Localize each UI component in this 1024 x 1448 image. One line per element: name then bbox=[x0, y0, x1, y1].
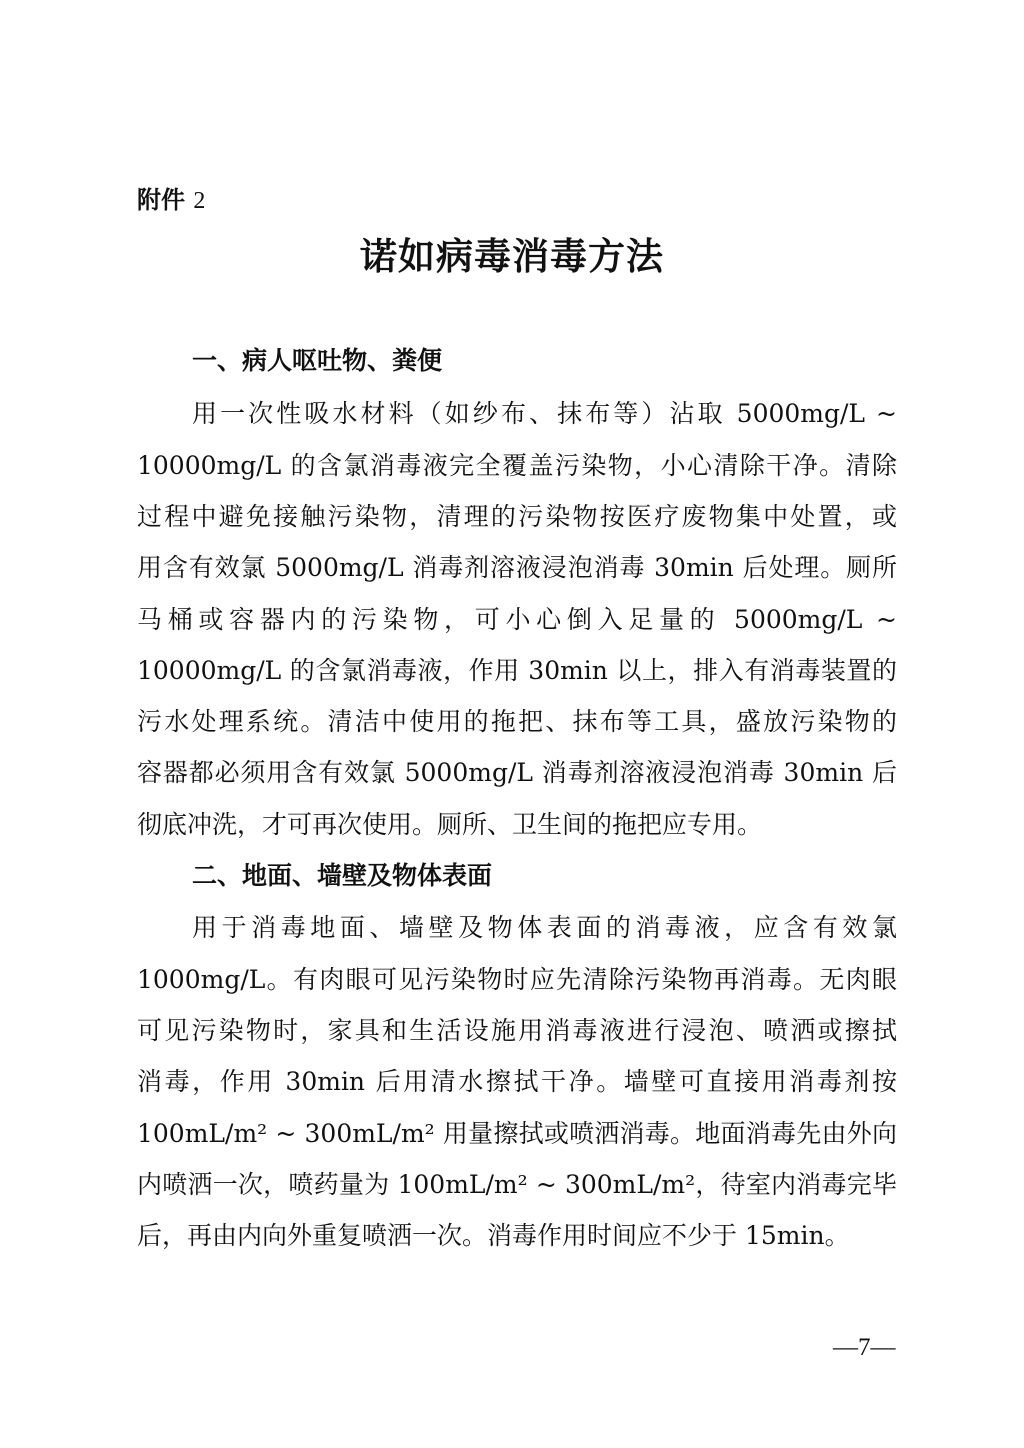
paragraph-line: 内喷洒一次，喷药量为 100mL/m² ~ 300mL/m²，待室内消毒完毕 bbox=[137, 1170, 897, 1199]
paragraph-line: 用于消毒地面、墙壁及物体表面的消毒液，应含有效氯 bbox=[192, 913, 897, 942]
paragraph-line: 用一次性吸水材料（如纱布、抹布等）沾取 5000mg/L ~ bbox=[192, 399, 897, 428]
paragraph-line: 可见污染物时，家具和生活设施用消毒液进行浸泡、喷洒或擦拭 bbox=[137, 1016, 897, 1045]
paragraph-line: 过程中避免接触污染物，清理的污染物按医疗废物集中处置，或 bbox=[137, 502, 897, 531]
section-heading-2: 二、地面、墙壁及物体表面 bbox=[192, 861, 493, 890]
attachment-label bbox=[137, 182, 205, 219]
paragraph-line: 用含有效氯 5000mg/L 消毒剂溶液浸泡消毒 30min 后处理。厕所 bbox=[137, 553, 897, 582]
paragraph-line: 彻底冲洗，才可再次使用。厕所、卫生间的拖把应专用。 bbox=[137, 810, 763, 839]
paragraph-line: 容器都必须用含有效氯 5000mg/L 消毒剂溶液浸泡消毒 30min 后 bbox=[137, 758, 897, 787]
attachment-number: 2 bbox=[193, 188, 206, 214]
paragraph-line: 马桶或容器内的污染物，可小心倒入足量的 5000mg/L ~ bbox=[137, 605, 897, 634]
paragraph-line: 污水处理系统。清洁中使用的拖把、抹布等工具，盛放污染物的 bbox=[137, 707, 897, 736]
paragraph-line: 10000mg/L 的含氯消毒液完全覆盖污染物，小心清除干净。清除 bbox=[137, 451, 897, 480]
paragraph-line: 10000mg/L 的含氯消毒液，作用 30min 以上，排入有消毒装置的 bbox=[137, 656, 897, 685]
document-title: 诺如病毒消毒方法 bbox=[360, 234, 664, 278]
attachment-label-text: 附件 bbox=[137, 186, 185, 214]
paragraph-line: 后，再由内向外重复喷洒一次。消毒作用时间应不少于 15min。 bbox=[137, 1221, 850, 1250]
paragraph-line: 1000mg/L。有肉眼可见污染物时应先清除污染物再消毒。无肉眼 bbox=[137, 965, 897, 994]
paragraph-line: 100mL/m² ~ 300mL/m² 用量擦拭或喷洒消毒。地面消毒先由外向 bbox=[137, 1119, 897, 1148]
paragraph-line: 消毒，作用 30min 后用清水擦拭干净。墙壁可直接用消毒剂按 bbox=[137, 1067, 897, 1096]
page-number: —7— bbox=[833, 1334, 896, 1361]
section-heading-1: 一、病人呕吐物、粪便 bbox=[192, 346, 443, 375]
